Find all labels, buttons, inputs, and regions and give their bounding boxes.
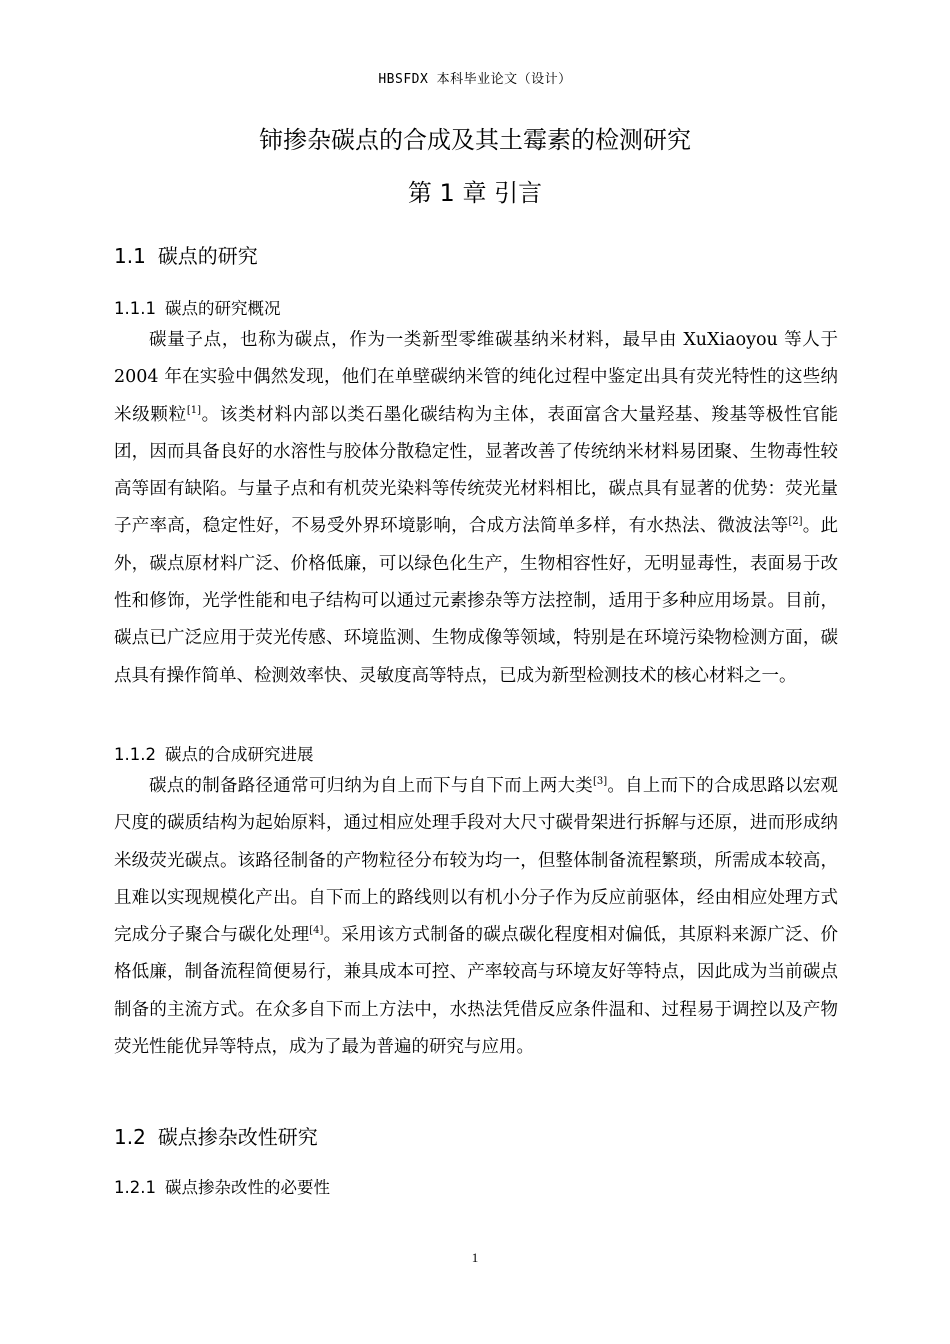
subsection-title: 碳点的合成研究进展 — [164, 745, 314, 764]
section-heading-1-2 — [114, 1121, 318, 1150]
chapter-title: 第 1 章 引言 — [407, 179, 543, 207]
citation-ref-3: [3] — [592, 776, 608, 788]
paragraph-text: 碳量子点，也称为碳点，作为一类新型零维碳基纳米材料，最早由 XuXiaoyou 等人于 2004 年在实验中偶然发现，他们在单壁碳纳米管的纯化过程中鉴定出具有荧光特性的这些纳米级颗粒 — [114, 330, 838, 425]
subsection-number: 1.1.2 — [114, 745, 156, 764]
section-number: 1.2 — [114, 1125, 146, 1149]
page-number: 1 — [471, 1250, 479, 1265]
section-heading-1-1 — [114, 240, 258, 269]
subsection-heading-1-1-2 — [114, 741, 313, 765]
citation-ref-1: [1] — [186, 404, 201, 416]
subsection-title: 碳点的研究概况 — [164, 299, 281, 318]
section-title: 碳点掺杂改性研究 — [157, 1125, 318, 1149]
paragraph-carbon-dots-overview — [114, 322, 838, 695]
subsection-number: 1.2.1 — [114, 1178, 156, 1197]
subsection-heading-1-1-1 — [114, 295, 280, 319]
paragraph-synthesis-progress — [114, 768, 838, 1066]
subsection-heading-1-2-1 — [114, 1174, 330, 1198]
thesis-title: 铈掺杂碳点的合成及其土霉素的检测研究 — [259, 126, 691, 154]
subsection-title: 碳点掺杂改性的必要性 — [164, 1178, 330, 1197]
paragraph-text: 碳点的制备路径通常可归纳为自上而下与自下而上两大类 — [149, 776, 593, 796]
section-title: 碳点的研究 — [157, 244, 258, 268]
citation-ref-4: [4] — [309, 925, 324, 937]
citation-ref-2: [2] — [788, 516, 803, 528]
subsection-number: 1.1.1 — [114, 299, 156, 318]
paragraph-text: 。自上而下的合成思路以宏观尺度的碳质结构为起始原料，通过相应处理手段对大尺寸碳骨架进行拆解与还原，进而形成纳米级荧光碳点。该路径制备的产物粒径分布较为均一，但整体制备流程繁琐，所需成本较高，且难以实现规模化产出。自下而上的路线则以有机小分子作为反应前驱体，经由相应处理方式完成分子聚合与碳化处理 — [114, 776, 839, 946]
section-number: 1.1 — [114, 244, 146, 268]
paragraph-text: 。该类材料内部以类石墨化碳结构为主体，表面富含大量羟基、羧基等极性官能团，因而具备良好的水溶性与胶体分散稳定性，显著改善了传统纳米材料易团聚、生物毒性较高等固有缺陷。与量子点和有机荧光染料等传统荧光材料相比，碳点具有显著的优势：荧光量子产率高，稳定性好，不易受外界环境影响，合成方法简单多样，有水热法、微波法等 — [114, 404, 839, 537]
paragraph-text: 。此外，碳点原材料广泛、价格低廉，可以绿色化生产，生物相容性好，无明显毒性，表面易于改性和修饰，光学性能和电子结构可以通过元素掺杂等方法控制，适用于多种应用场景。目前，碳点已广泛应用于荧光传感、环境监测、生物成像等领域，特别是在环境污染物检测方面，碳点具有操作简单、检测效率快、灵敏度高等特点，已成为新型检测技术的核心材料之一。 — [114, 516, 839, 686]
paragraph-text: 。采用该方式制备的碳点碳化程度相对偏低，其原料来源广泛、价格低廉，制备流程简便易行，兼具成本可控、产率较高与环境友好等特点，因此成为当前碳点制备的主流方式。在众多自下而上方法中，水热法凭借反应条件温和、过程易于调控以及产物荧光性能优异等特点，成为了最为普遍的研究与应用。 — [114, 925, 838, 1058]
running-header: HBSFDX 本科毕业论文（设计） — [378, 72, 572, 87]
